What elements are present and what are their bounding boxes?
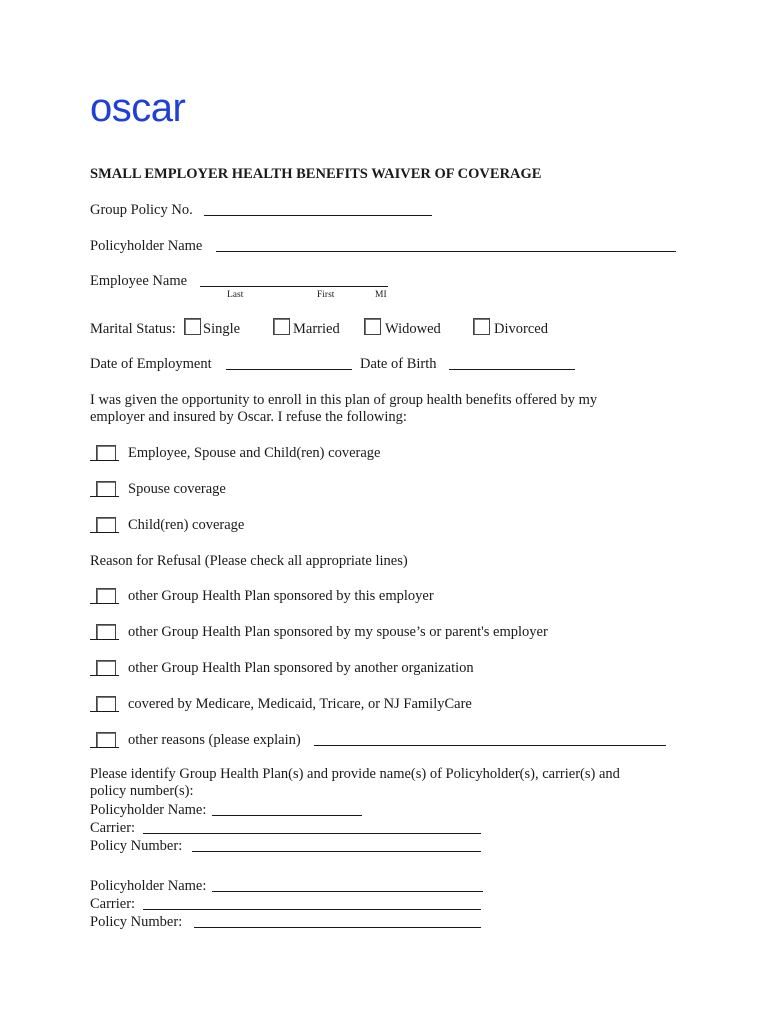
single-label: Single [203, 321, 241, 337]
coverage-employee-spouse-children-checkbox[interactable] [96, 445, 116, 461]
divorced-label: Divorced [494, 321, 548, 337]
group-policy-field[interactable] [204, 215, 432, 216]
checkbox-underline [90, 639, 119, 640]
checkbox-underline [90, 711, 119, 712]
other-reasons-explain-field[interactable] [314, 745, 666, 746]
block1-policy-number-label: Policy Number: [90, 838, 183, 854]
checkbox-underline [90, 496, 119, 497]
reason-spouse-parent-employer-checkbox[interactable] [96, 624, 116, 640]
block2-policyholder-field[interactable] [212, 891, 483, 892]
policyholder-field[interactable] [216, 251, 676, 252]
checkbox-underline [90, 532, 119, 533]
policyholder-label: Policyholder Name [90, 238, 203, 254]
widowed-label: Widowed [385, 321, 441, 337]
reason-label: other reasons (please explain) [128, 732, 301, 748]
reason-label: other Group Health Plan sponsored by my spouse’s or parent's employer [128, 624, 548, 640]
date-of-birth-field[interactable] [449, 369, 575, 370]
coverage-option-label: Spouse coverage [128, 481, 226, 497]
block2-carrier-field[interactable] [143, 909, 481, 910]
block2-policyholder-label: Policyholder Name: [90, 878, 207, 894]
reason-label: other Group Health Plan sponsored by another organization [128, 660, 474, 676]
reason-another-organization-checkbox[interactable] [96, 660, 116, 676]
checkbox-underline [90, 460, 119, 461]
reason-medicare-medicaid-checkbox[interactable] [96, 696, 116, 712]
checkbox-underline [90, 675, 119, 676]
reason-label: covered by Medicare, Medicaid, Tricare, or NJ FamilyCare [128, 696, 472, 712]
last-name-caption: Last [227, 290, 244, 300]
block1-policyholder-label: Policyholder Name: [90, 802, 207, 818]
marital-status-label: Marital Status: [90, 321, 176, 337]
reason-same-employer-checkbox[interactable] [96, 588, 116, 604]
married-checkbox[interactable] [273, 318, 290, 335]
middle-initial-caption: MI [375, 290, 387, 300]
first-name-caption: First [317, 290, 335, 300]
widowed-checkbox[interactable] [364, 318, 381, 335]
checkbox-underline [90, 603, 119, 604]
divorced-checkbox[interactable] [473, 318, 490, 335]
block1-carrier-field[interactable] [143, 833, 481, 834]
checkbox-underline [90, 747, 119, 748]
employee-name-label: Employee Name [90, 273, 188, 289]
date-of-birth-label: Date of Birth [360, 356, 437, 372]
block1-policy-number-field[interactable] [192, 851, 481, 852]
block1-carrier-label: Carrier: [90, 820, 136, 836]
block2-carrier-label: Carrier: [90, 896, 136, 912]
refusal-statement: I was given the opportunity to enroll in this plan of group health benefits offered by my employer and insured by Oscar. I refuse the following: [90, 392, 598, 425]
coverage-option-label: Employee, Spouse and Child(ren) coverage [128, 445, 381, 461]
reason-other-checkbox[interactable] [96, 732, 116, 748]
coverage-children-checkbox[interactable] [96, 517, 116, 533]
employee-name-field[interactable] [200, 286, 388, 287]
reason-heading: Reason for Refusal (Please check all appropriate lines) [90, 553, 408, 569]
coverage-spouse-checkbox[interactable] [96, 481, 116, 497]
date-of-employment-field[interactable] [226, 369, 352, 370]
single-checkbox[interactable] [184, 318, 201, 335]
block1-policyholder-field[interactable] [212, 815, 362, 816]
married-label: Married [293, 321, 340, 337]
reason-label: other Group Health Plan sponsored by this employer [128, 588, 434, 604]
oscar-logo: oscar [90, 86, 186, 130]
block2-policy-number-field[interactable] [194, 927, 481, 928]
coverage-option-label: Child(ren) coverage [128, 517, 245, 533]
block2-policy-number-label: Policy Number: [90, 914, 183, 930]
identify-instructions: Please identify Group Health Plan(s) and provide name(s) of Policyholder(s), carrier(s) and policy number(s): [90, 766, 620, 799]
form-title: SMALL EMPLOYER HEALTH BENEFITS WAIVER OF COVERAGE [90, 166, 542, 182]
date-of-employment-label: Date of Employment [90, 356, 212, 372]
group-policy-label: Group Policy No. [90, 202, 193, 218]
